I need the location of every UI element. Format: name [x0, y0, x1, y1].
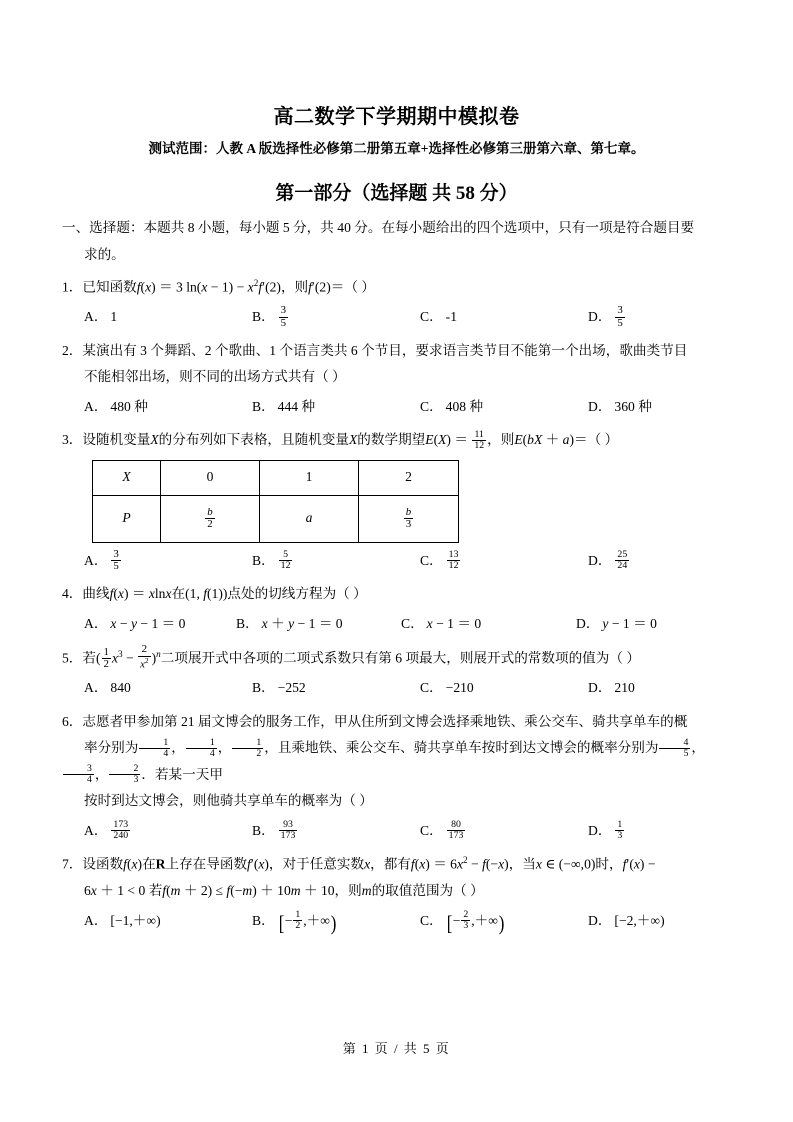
table-cell-p-label: P — [93, 495, 161, 542]
option-4-B[interactable]: B． x ＋ y − 1 ＝ 0 — [236, 615, 343, 631]
question-7-real-set: R — [155, 856, 166, 872]
section-instruction-line2: 求的。 — [84, 246, 125, 262]
option-1-C-value: -1 — [445, 309, 457, 325]
table-cell-x-label: X — [93, 460, 161, 495]
option-2-B[interactable]: B． 444 种 — [252, 398, 316, 414]
question-1-text-a: 已知函数 — [82, 279, 137, 295]
question-7-stem: 7．设函数f(x)在R上存在导函数f′(x)，对于任意实数x，都有$f(x) = 6x^2 - f(-x)$，当x ∈ (−∞,0)时，f′(x) − — [62, 855, 656, 872]
option-4-A[interactable]: A． x − y − 1 ＝ 0 — [84, 615, 186, 631]
option-2-B-value: 444 种 — [277, 398, 316, 414]
question-2 — [62, 338, 734, 422]
part-one-heading: 第一部分（选择题 共 58 分） — [275, 183, 518, 204]
option-2-C-value: 408 种 — [445, 398, 484, 414]
table-row — [93, 460, 459, 495]
question-7-text-g: 时， — [595, 856, 623, 872]
option-5-A[interactable]: A． 840 — [84, 680, 131, 696]
question-7-text-f: ，当 — [508, 856, 536, 872]
question-6-line1: 志愿者甲参加第 21 届文博会的服务工作，甲从住所到文博会选择乘地铁、乘公交车、骑共享单车的概 — [82, 713, 688, 729]
question-7-number: 7． — [62, 856, 83, 872]
option-3-A[interactable]: A． $\frac{3}{5}$ — [84, 547, 119, 573]
option-3-B[interactable]: B． $\frac{5}{12}$ — [252, 549, 291, 572]
question-3-number: 3． — [62, 432, 83, 448]
table-cell-p-0: $\frac{b}{2}$ — [161, 495, 260, 542]
page-title: 高二数学下学期期中模拟卷 — [273, 106, 520, 128]
question-7-text-a: 设函数 — [82, 856, 124, 872]
option-1-A-value: 1 — [110, 309, 118, 325]
question-5-options — [62, 674, 734, 703]
question-2-line2: 不能相邻出场，则不同的出场方式共有（ ） — [84, 369, 346, 385]
option-7-A[interactable]: A． [−1,＋∞) — [84, 912, 161, 928]
question-6-line2-c: ．若某一天甲 — [141, 766, 223, 782]
option-4-D[interactable]: D． y − 1 ＝ 0 — [576, 615, 657, 631]
question-7-text-e: ，都有 — [370, 856, 411, 872]
question-5-stem: 5．若( $\frac{1}{2}$ $x^3$ − $\frac{2}{x^2}$ )$^n$二项展开式中各项的二项式系数只有第 6 项最大，则展开式的常数项的值为（ ） — [62, 643, 640, 671]
option-5-D[interactable]: D． 210 — [588, 680, 635, 696]
distribution-table-wrap — [92, 460, 734, 543]
option-5-B[interactable]: B． −252 — [252, 680, 306, 696]
section-instruction-line1: 一、选择题：本题共 8 小题，每小题 5 分，共 40 分。在每小题给出的四个选项中，只有一项是符合题目要 — [62, 220, 695, 235]
question-6-stem — [62, 709, 734, 736]
question-4-stem: 4．曲线f(x) ＝ xlnx在(1, f(1))点处的切线方程为（ ） — [62, 586, 367, 602]
option-5-C-value: −210 — [445, 680, 474, 696]
question-2-stem — [62, 338, 734, 365]
option-6-D[interactable]: D． $\frac{1}{3}$ — [588, 819, 623, 842]
question-1-text-b: ，则 — [280, 279, 309, 295]
question-6 — [62, 709, 734, 846]
question-2-line1: 某演出有 3 个舞蹈、2 个歌曲、1 个语言类共 6 个节目，要求语言类节目不能第一个出场，歌曲类节目 — [82, 342, 688, 358]
question-6-line2-b: ，且乘地铁、乘公交车、骑共享单车按时到达文博会的概率分别为 — [264, 740, 659, 756]
option-5-C[interactable]: C． −210 — [420, 680, 474, 696]
distribution-table — [92, 460, 459, 543]
option-4-C[interactable]: C． x − 1 ＝ 0 — [401, 615, 482, 631]
table-cell-p-2: $\frac{b}{3}$ — [359, 495, 459, 542]
option-3-D[interactable]: D． $\frac{25}{24}$ — [588, 549, 628, 572]
question-7-text-d: ，对于任意实数 — [268, 856, 365, 872]
exam-content — [62, 215, 734, 935]
question-5-text-a: 若 — [82, 650, 96, 666]
option-2-C[interactable]: C． 408 种 — [420, 398, 484, 414]
question-7 — [62, 851, 734, 935]
question-3-text-d: ，则 — [487, 432, 515, 448]
question-1 — [62, 274, 734, 332]
option-3-C[interactable]: C． $\frac{13}{12}$ — [420, 549, 459, 572]
option-5-B-value: −252 — [277, 680, 306, 696]
question-3-text-e: ＝（ ） — [573, 432, 619, 448]
option-6-B[interactable]: B． $\frac{93}{173}$ — [252, 819, 296, 842]
option-7-D[interactable]: D． [−2,＋∞) — [588, 912, 665, 928]
question-5-text-b: 二项展开式中各项的二项式系数只有第 6 项最大，则展开式的常数项的值为（ ） — [160, 650, 640, 666]
page-footer: 第 1 页 / 共 5 页 — [342, 1041, 451, 1056]
question-3-text-a: 设随机变量 — [82, 432, 151, 448]
option-2-D[interactable]: D． 360 种 — [588, 398, 652, 414]
question-4-text-a: 曲线 — [82, 586, 110, 602]
option-7-C[interactable]: C． [− $\frac{2}{3}$ ,＋∞) — [420, 909, 505, 936]
question-4-number: 4． — [62, 586, 83, 602]
question-4-options — [62, 610, 734, 639]
table-row — [93, 495, 459, 542]
question-6-number: 6． — [62, 713, 83, 729]
question-3-stem: 3．设随机变量X的分布列如下表格，且随机变量X的数学期望E(X) ＝ $\frac{11}{12}$ ，则E(bX ＋ a)＝（ ） — [62, 428, 619, 451]
option-6-C[interactable]: C． $\frac{80}{173}$ — [420, 819, 464, 842]
question-2-options — [62, 393, 734, 422]
option-5-D-value: 210 — [614, 680, 635, 696]
option-7-B[interactable]: B． [− $\frac{1}{2}$ ,＋∞) — [252, 909, 337, 936]
table-cell-p-1: a — [260, 495, 359, 542]
test-scope-line: 测试范围：人教 A 版选择性必修第二册第五章+选择性必修第三册第六章、第七章。 — [148, 141, 645, 156]
question-4-text-b: 在 — [171, 586, 186, 602]
question-3-text-c: 的数学期望 — [357, 432, 426, 448]
question-1-stem: 1．已知函数f(x) ＝ 3 $\ln(x - 1) - x^2f'(2)$，则f′(2)＝（ ） — [62, 278, 375, 295]
option-2-A[interactable]: A． 480 种 — [84, 398, 148, 414]
question-4-text-c: 点处的切线方程为（ ） — [227, 586, 367, 602]
table-cell-x-1: 1 — [260, 460, 359, 495]
question-6-line2-a: 率分别为 — [84, 740, 139, 756]
option-6-A[interactable]: A． $\frac{173}{240}$ — [84, 819, 129, 842]
option-5-A-value: 840 — [110, 680, 131, 696]
question-1-options — [62, 303, 734, 332]
question-4 — [62, 581, 734, 638]
table-cell-x-2: 2 — [359, 460, 459, 495]
option-1-C[interactable]: C． -1 — [420, 309, 457, 325]
option-1-A[interactable]: A． 1 — [84, 309, 118, 325]
option-2-A-value: 480 种 — [110, 398, 148, 414]
option-2-D-value: 360 种 — [614, 398, 652, 414]
question-2-number: 2． — [62, 342, 83, 358]
question-6-line3: 按时到达文博会，则他骑共享单车的概率为（ ） — [84, 793, 373, 809]
question-7-text-b: 在 — [142, 856, 156, 872]
question-6-options — [62, 817, 734, 846]
question-7-options — [62, 907, 734, 936]
question-7-text-c: 上存在导函数 — [165, 856, 248, 872]
question-3-text-b: 的分布列如下表格，且随机变量 — [158, 432, 349, 448]
question-5-number: 5． — [62, 650, 83, 666]
question-7-line2: 6x ＋ 1 < 0 若f(m ＋ 2) ≤ f(−m) ＋ 10m ＋ 10，则m的取值范围为（ ） — [84, 883, 484, 899]
option-1-D[interactable]: D． $\frac{3}{5}$ — [588, 304, 623, 329]
question-1-text-c: ＝（ ） — [330, 279, 375, 295]
question-6-line2: 率分别为 $\frac{1}{4}$ ， $\frac{1}{4}$ ， $\frac{1}{2}$ ，且乘地铁、乘公交车、骑共享单车按时到达文博会的概率分别为 $\frac{4}{5}$ ， $\frac{3}{4}$ ， $\frac{2}{3}$ ．若某一天甲 — [62, 735, 734, 788]
question-3 — [62, 427, 734, 575]
section-instruction — [62, 215, 734, 268]
question-1-number: 1． — [62, 279, 83, 295]
question-5 — [62, 644, 734, 702]
table-cell-x-0: 0 — [161, 460, 260, 495]
option-1-B[interactable]: B． $\frac{3}{5}$ — [252, 304, 287, 329]
question-3-options — [62, 547, 734, 576]
